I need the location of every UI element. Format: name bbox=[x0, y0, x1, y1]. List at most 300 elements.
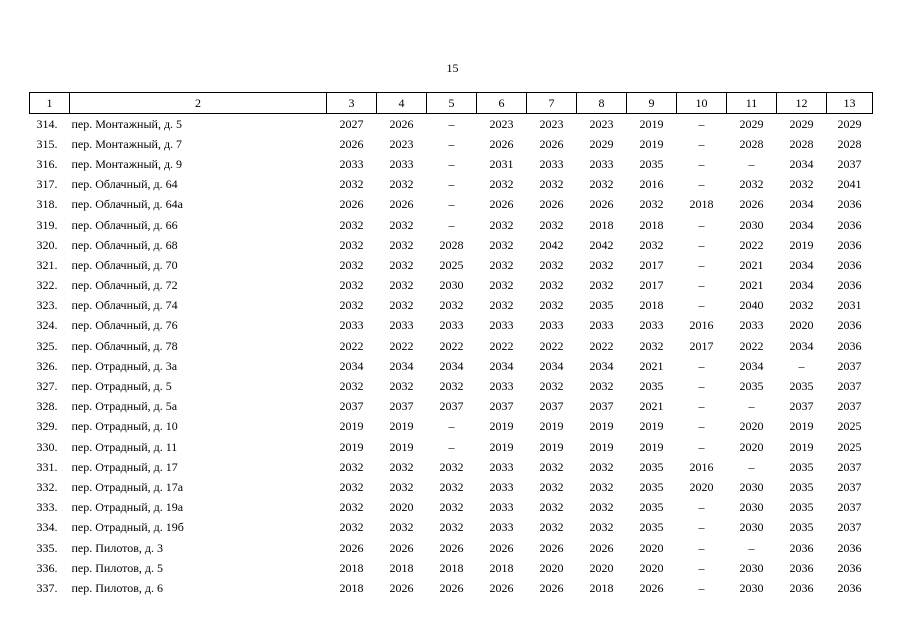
year-cell: 2037 bbox=[837, 399, 862, 414]
year-cell: 2029 bbox=[589, 136, 614, 151]
address-cell: пер. Монтажный, д. 5 bbox=[71, 116, 183, 131]
year-cell: 2032 bbox=[339, 479, 364, 494]
year-cell: 2029 bbox=[789, 116, 814, 131]
address-cell: пер. Отрадный, д. 10 bbox=[71, 419, 178, 434]
year-cell: 2033 bbox=[339, 156, 364, 171]
table-row bbox=[30, 134, 873, 154]
year-cell: 2033 bbox=[489, 459, 514, 474]
year-cell: 2018 bbox=[389, 560, 414, 575]
row-number: 318. bbox=[36, 197, 58, 212]
table-row bbox=[30, 255, 873, 275]
year-cell: 2026 bbox=[539, 540, 564, 555]
year-cell: 2033 bbox=[489, 379, 514, 394]
year-cell: 2036 bbox=[837, 278, 862, 293]
year-cell: – bbox=[748, 156, 755, 171]
year-cell: – bbox=[698, 217, 705, 232]
year-cell: – bbox=[448, 177, 455, 192]
year-cell: 2018 bbox=[339, 580, 364, 595]
column-header-5: 5 bbox=[427, 93, 477, 114]
year-cell: – bbox=[448, 217, 455, 232]
year-cell: 2020 bbox=[539, 560, 564, 575]
year-cell: 2033 bbox=[639, 318, 664, 333]
year-cell: 2032 bbox=[489, 257, 514, 272]
year-cell: 2040 bbox=[739, 298, 764, 313]
address-cell: пер. Отрадный, д. 19а bbox=[71, 500, 184, 515]
year-cell: 2026 bbox=[439, 540, 464, 555]
table-row bbox=[30, 175, 873, 195]
year-cell: 2032 bbox=[339, 459, 364, 474]
year-cell: 2019 bbox=[639, 116, 664, 131]
year-cell: 2032 bbox=[389, 217, 414, 232]
year-cell: 2017 bbox=[689, 338, 714, 353]
year-cell: 2037 bbox=[339, 399, 364, 414]
year-cell: 2033 bbox=[389, 156, 414, 171]
year-cell: 2037 bbox=[439, 399, 464, 414]
table-row bbox=[30, 558, 873, 578]
column-header-7: 7 bbox=[527, 93, 577, 114]
year-cell: 2020 bbox=[639, 540, 664, 555]
row-number: 322. bbox=[36, 278, 58, 293]
address-cell: пер. Облачный, д. 66 bbox=[71, 217, 178, 232]
column-header-12: 12 bbox=[777, 93, 827, 114]
address-cell: пер. Облачный, д. 70 bbox=[71, 257, 178, 272]
year-cell: 2032 bbox=[339, 177, 364, 192]
year-cell: – bbox=[698, 560, 705, 575]
address-cell: пер. Отрадный, д. 11 bbox=[71, 439, 178, 454]
year-cell: 2022 bbox=[439, 338, 464, 353]
year-cell: 2035 bbox=[789, 459, 814, 474]
year-cell: – bbox=[698, 298, 705, 313]
year-cell: 2020 bbox=[789, 318, 814, 333]
year-cell: 2032 bbox=[389, 479, 414, 494]
year-cell: – bbox=[698, 439, 705, 454]
year-cell: 2032 bbox=[589, 257, 614, 272]
year-cell: 2036 bbox=[837, 318, 862, 333]
column-header-3: 3 bbox=[327, 93, 377, 114]
table-row bbox=[30, 397, 873, 417]
year-cell: 2035 bbox=[589, 298, 614, 313]
year-cell: 2020 bbox=[639, 560, 664, 575]
year-cell: 2032 bbox=[539, 379, 564, 394]
year-cell: 2037 bbox=[389, 399, 414, 414]
year-cell: 2020 bbox=[739, 419, 764, 434]
year-cell: 2032 bbox=[539, 479, 564, 494]
year-cell: 2022 bbox=[339, 338, 364, 353]
year-cell: 2018 bbox=[639, 298, 664, 313]
year-cell: 2034 bbox=[789, 257, 814, 272]
year-cell: 2032 bbox=[639, 237, 664, 252]
year-cell: – bbox=[448, 136, 455, 151]
address-cell: пер. Пилотов, д. 6 bbox=[71, 580, 164, 595]
page-number: 15 bbox=[446, 61, 459, 75]
row-number: 337. bbox=[36, 580, 58, 595]
table-header bbox=[30, 93, 873, 114]
year-cell: 2020 bbox=[689, 479, 714, 494]
year-cell: 2030 bbox=[739, 500, 764, 515]
year-cell: 2032 bbox=[539, 257, 564, 272]
address-cell: пер. Облачный, д. 74 bbox=[71, 298, 178, 313]
column-header-10: 10 bbox=[677, 93, 727, 114]
year-cell: 2042 bbox=[589, 237, 614, 252]
year-cell: 2019 bbox=[389, 439, 414, 454]
column-header-13: 13 bbox=[827, 93, 873, 114]
year-cell: 2032 bbox=[389, 278, 414, 293]
year-cell: 2032 bbox=[539, 217, 564, 232]
column-header-9: 9 bbox=[627, 93, 677, 114]
year-cell: 2030 bbox=[739, 580, 764, 595]
year-cell: – bbox=[798, 358, 805, 373]
table-row bbox=[30, 417, 873, 437]
row-number: 334. bbox=[36, 520, 58, 535]
year-cell: 2032 bbox=[489, 278, 514, 293]
year-cell: 2019 bbox=[489, 439, 514, 454]
row-number: 315. bbox=[36, 136, 58, 151]
year-cell: 2017 bbox=[639, 278, 664, 293]
address-cell: пер. Отрадный, д. 17а bbox=[71, 479, 184, 494]
year-cell: 2037 bbox=[837, 379, 862, 394]
year-cell: 2032 bbox=[339, 379, 364, 394]
year-cell: 2033 bbox=[539, 156, 564, 171]
year-cell: 2026 bbox=[489, 197, 514, 212]
year-cell: 2026 bbox=[489, 540, 514, 555]
address-cell: пер. Облачный, д. 76 bbox=[71, 318, 178, 333]
year-cell: 2032 bbox=[389, 520, 414, 535]
year-cell: – bbox=[698, 540, 705, 555]
year-cell: 2033 bbox=[489, 520, 514, 535]
column-header-2: 2 bbox=[70, 93, 327, 114]
year-cell: 2035 bbox=[639, 156, 664, 171]
year-cell: 2026 bbox=[589, 197, 614, 212]
row-number: 319. bbox=[36, 217, 58, 232]
year-cell: 2028 bbox=[837, 136, 862, 151]
year-cell: 2036 bbox=[789, 560, 814, 575]
year-cell: – bbox=[698, 278, 705, 293]
year-cell: 2034 bbox=[339, 358, 364, 373]
year-cell: 2032 bbox=[589, 278, 614, 293]
year-cell: 2031 bbox=[489, 156, 514, 171]
year-cell: – bbox=[448, 156, 455, 171]
year-cell: 2019 bbox=[589, 439, 614, 454]
year-cell: 2033 bbox=[539, 318, 564, 333]
year-cell: 2034 bbox=[439, 358, 464, 373]
year-cell: 2032 bbox=[539, 278, 564, 293]
year-cell: 2032 bbox=[389, 257, 414, 272]
year-cell: 2032 bbox=[539, 500, 564, 515]
table-row bbox=[30, 578, 873, 598]
address-cell: пер. Облачный, д. 72 bbox=[71, 278, 178, 293]
year-cell: 2026 bbox=[389, 580, 414, 595]
year-cell: 2032 bbox=[389, 177, 414, 192]
year-cell: 2033 bbox=[739, 318, 764, 333]
table-row bbox=[30, 477, 873, 497]
year-cell: 2019 bbox=[789, 439, 814, 454]
address-cell: пер. Облачный, д. 68 bbox=[71, 237, 178, 252]
year-cell: 2034 bbox=[589, 358, 614, 373]
year-cell: 2035 bbox=[789, 520, 814, 535]
year-cell: 2034 bbox=[789, 338, 814, 353]
year-cell: 2020 bbox=[589, 560, 614, 575]
year-cell: 2018 bbox=[689, 197, 714, 212]
year-cell: 2026 bbox=[489, 136, 514, 151]
year-cell: 2032 bbox=[589, 177, 614, 192]
year-cell: 2034 bbox=[389, 358, 414, 373]
year-cell: 2021 bbox=[639, 399, 664, 414]
year-cell: 2037 bbox=[589, 399, 614, 414]
year-cell: 2032 bbox=[489, 298, 514, 313]
year-cell: 2019 bbox=[639, 419, 664, 434]
year-cell: 2026 bbox=[389, 116, 414, 131]
row-number: 324. bbox=[36, 318, 58, 333]
year-cell: 2019 bbox=[539, 439, 564, 454]
year-cell: 2029 bbox=[837, 116, 862, 131]
year-cell: 2023 bbox=[389, 136, 414, 151]
year-cell: 2025 bbox=[439, 257, 464, 272]
year-cell: 2023 bbox=[489, 116, 514, 131]
year-cell: 2019 bbox=[539, 419, 564, 434]
year-cell: 2026 bbox=[339, 197, 364, 212]
year-cell: 2032 bbox=[439, 298, 464, 313]
year-cell: 2032 bbox=[389, 237, 414, 252]
year-cell: 2018 bbox=[439, 560, 464, 575]
year-cell: 2032 bbox=[589, 379, 614, 394]
year-cell: 2033 bbox=[589, 156, 614, 171]
address-cell: пер. Отрадный, д. 3а bbox=[71, 358, 178, 373]
year-cell: 2030 bbox=[439, 278, 464, 293]
year-cell: 2026 bbox=[589, 540, 614, 555]
year-cell: 2036 bbox=[789, 580, 814, 595]
year-cell: 2034 bbox=[789, 156, 814, 171]
year-cell: 2035 bbox=[639, 379, 664, 394]
year-cell: 2037 bbox=[489, 399, 514, 414]
year-cell: 2032 bbox=[389, 298, 414, 313]
year-cell: 2023 bbox=[539, 116, 564, 131]
year-cell: 2026 bbox=[489, 580, 514, 595]
year-cell: 2020 bbox=[389, 500, 414, 515]
year-cell: 2032 bbox=[339, 500, 364, 515]
table-row bbox=[30, 215, 873, 235]
year-cell: 2035 bbox=[739, 379, 764, 394]
column-header-8: 8 bbox=[577, 93, 627, 114]
year-cell: – bbox=[698, 520, 705, 535]
year-cell: – bbox=[698, 419, 705, 434]
address-cell: пер. Монтажный, д. 7 bbox=[71, 136, 183, 151]
year-cell: – bbox=[448, 116, 455, 131]
year-cell: 2034 bbox=[739, 358, 764, 373]
year-cell: 2032 bbox=[739, 177, 764, 192]
row-number: 330. bbox=[36, 439, 58, 454]
year-cell: 2019 bbox=[789, 419, 814, 434]
year-cell: 2016 bbox=[639, 177, 664, 192]
year-cell: – bbox=[698, 177, 705, 192]
row-number: 325. bbox=[36, 338, 58, 353]
header-row bbox=[30, 93, 873, 114]
table-body bbox=[30, 114, 873, 599]
year-cell: 2030 bbox=[739, 560, 764, 575]
year-cell: 2036 bbox=[789, 540, 814, 555]
table-row bbox=[30, 154, 873, 174]
year-cell: 2033 bbox=[489, 318, 514, 333]
year-cell: 2022 bbox=[389, 338, 414, 353]
row-number: 336. bbox=[36, 560, 58, 575]
column-header-1: 1 bbox=[30, 93, 70, 114]
row-number: 320. bbox=[36, 237, 58, 252]
table-row bbox=[30, 235, 873, 255]
year-cell: 2028 bbox=[739, 136, 764, 151]
year-cell: 2030 bbox=[739, 479, 764, 494]
year-cell: 2032 bbox=[589, 520, 614, 535]
year-cell: 2033 bbox=[489, 479, 514, 494]
year-cell: 2036 bbox=[837, 580, 862, 595]
year-cell: 2016 bbox=[689, 459, 714, 474]
year-cell: 2032 bbox=[339, 278, 364, 293]
year-cell: 2030 bbox=[739, 520, 764, 535]
year-cell: 2034 bbox=[539, 358, 564, 373]
row-number: 316. bbox=[36, 156, 58, 171]
year-cell: 2022 bbox=[739, 237, 764, 252]
row-number: 328. bbox=[36, 399, 58, 414]
year-cell: 2032 bbox=[489, 237, 514, 252]
address-cell: пер. Отрадный, д. 5а bbox=[71, 399, 178, 414]
row-number: 331. bbox=[36, 459, 58, 474]
year-cell: 2018 bbox=[589, 580, 614, 595]
year-cell: – bbox=[448, 197, 455, 212]
table-row bbox=[30, 195, 873, 215]
year-cell: – bbox=[448, 419, 455, 434]
year-cell: 2026 bbox=[389, 197, 414, 212]
year-cell: – bbox=[698, 257, 705, 272]
year-cell: 2032 bbox=[589, 479, 614, 494]
year-cell: 2034 bbox=[789, 278, 814, 293]
year-cell: – bbox=[698, 580, 705, 595]
table-row bbox=[30, 457, 873, 477]
address-cell: пер. Отрадный, д. 5 bbox=[71, 379, 172, 394]
year-cell: 2025 bbox=[837, 419, 862, 434]
year-cell: 2037 bbox=[837, 358, 862, 373]
year-cell: 2022 bbox=[589, 338, 614, 353]
year-cell: 2032 bbox=[539, 177, 564, 192]
year-cell: 2019 bbox=[639, 136, 664, 151]
year-cell: – bbox=[698, 500, 705, 515]
year-cell: 2036 bbox=[837, 560, 862, 575]
year-cell: 2035 bbox=[639, 500, 664, 515]
year-cell: 2032 bbox=[789, 177, 814, 192]
row-number: 333. bbox=[36, 500, 58, 515]
year-cell: 2018 bbox=[639, 217, 664, 232]
row-number: 332. bbox=[36, 479, 58, 494]
table-row bbox=[30, 376, 873, 396]
year-cell: 2033 bbox=[439, 318, 464, 333]
year-cell: 2035 bbox=[639, 459, 664, 474]
row-number: 327. bbox=[36, 379, 58, 394]
year-cell: 2036 bbox=[837, 338, 862, 353]
row-number: 321. bbox=[36, 257, 58, 272]
year-cell: – bbox=[698, 379, 705, 394]
column-header-4: 4 bbox=[377, 93, 427, 114]
year-cell: 2032 bbox=[339, 520, 364, 535]
year-cell: 2032 bbox=[639, 338, 664, 353]
year-cell: 2032 bbox=[389, 459, 414, 474]
year-cell: 2033 bbox=[389, 318, 414, 333]
year-cell: 2022 bbox=[739, 338, 764, 353]
table-row bbox=[30, 114, 873, 135]
address-cell: пер. Отрадный, д. 19б bbox=[71, 520, 184, 535]
row-number: 329. bbox=[36, 419, 58, 434]
year-cell: – bbox=[698, 237, 705, 252]
year-cell: 2019 bbox=[339, 419, 364, 434]
year-cell: – bbox=[698, 358, 705, 373]
table-row bbox=[30, 296, 873, 316]
year-cell: 2018 bbox=[589, 217, 614, 232]
year-cell: 2019 bbox=[789, 237, 814, 252]
year-cell: – bbox=[748, 459, 755, 474]
year-cell: 2026 bbox=[539, 136, 564, 151]
year-cell: 2035 bbox=[789, 500, 814, 515]
year-cell: 2034 bbox=[489, 358, 514, 373]
year-cell: 2032 bbox=[439, 459, 464, 474]
row-number: 323. bbox=[36, 298, 58, 313]
year-cell: 2027 bbox=[339, 116, 364, 131]
year-cell: 2022 bbox=[539, 338, 564, 353]
year-cell: 2026 bbox=[639, 580, 664, 595]
table-row bbox=[30, 356, 873, 376]
year-cell: 2019 bbox=[589, 419, 614, 434]
year-cell: – bbox=[698, 136, 705, 151]
year-cell: 2036 bbox=[837, 217, 862, 232]
year-cell: 2019 bbox=[339, 439, 364, 454]
table-row bbox=[30, 538, 873, 558]
year-cell: 2026 bbox=[339, 136, 364, 151]
year-cell: 2033 bbox=[589, 318, 614, 333]
table-row bbox=[30, 437, 873, 457]
table-row bbox=[30, 498, 873, 518]
year-cell: 2026 bbox=[439, 580, 464, 595]
year-cell: – bbox=[698, 116, 705, 131]
year-cell: 2031 bbox=[837, 298, 862, 313]
address-cell: пер. Пилотов, д. 3 bbox=[71, 540, 164, 555]
year-cell: 2019 bbox=[389, 419, 414, 434]
year-cell: 2026 bbox=[539, 197, 564, 212]
year-cell: 2017 bbox=[639, 257, 664, 272]
year-cell: 2035 bbox=[639, 479, 664, 494]
year-cell: 2033 bbox=[489, 500, 514, 515]
schedule-table bbox=[29, 92, 873, 599]
table-row bbox=[30, 336, 873, 356]
address-cell: пер. Монтажный, д. 9 bbox=[71, 156, 183, 171]
year-cell: 2032 bbox=[389, 379, 414, 394]
year-cell: 2036 bbox=[837, 257, 862, 272]
address-cell: пер. Отрадный, д. 17 bbox=[71, 459, 178, 474]
year-cell: 2037 bbox=[789, 399, 814, 414]
year-cell: 2036 bbox=[837, 540, 862, 555]
address-cell: пер. Облачный, д. 64 bbox=[71, 177, 178, 192]
year-cell: 2028 bbox=[439, 237, 464, 252]
year-cell: 2032 bbox=[339, 237, 364, 252]
year-cell: 2023 bbox=[589, 116, 614, 131]
year-cell: 2032 bbox=[789, 298, 814, 313]
year-cell: 2032 bbox=[439, 479, 464, 494]
address-cell: пер. Облачный, д. 78 bbox=[71, 338, 178, 353]
table-row bbox=[30, 518, 873, 538]
year-cell: 2036 bbox=[837, 197, 862, 212]
year-cell: 2037 bbox=[837, 520, 862, 535]
year-cell: 2026 bbox=[389, 540, 414, 555]
year-cell: 2034 bbox=[789, 197, 814, 212]
year-cell: 2032 bbox=[489, 177, 514, 192]
year-cell: 2021 bbox=[639, 358, 664, 373]
column-header-11: 11 bbox=[727, 93, 777, 114]
year-cell: 2032 bbox=[589, 459, 614, 474]
year-cell: 2032 bbox=[539, 298, 564, 313]
